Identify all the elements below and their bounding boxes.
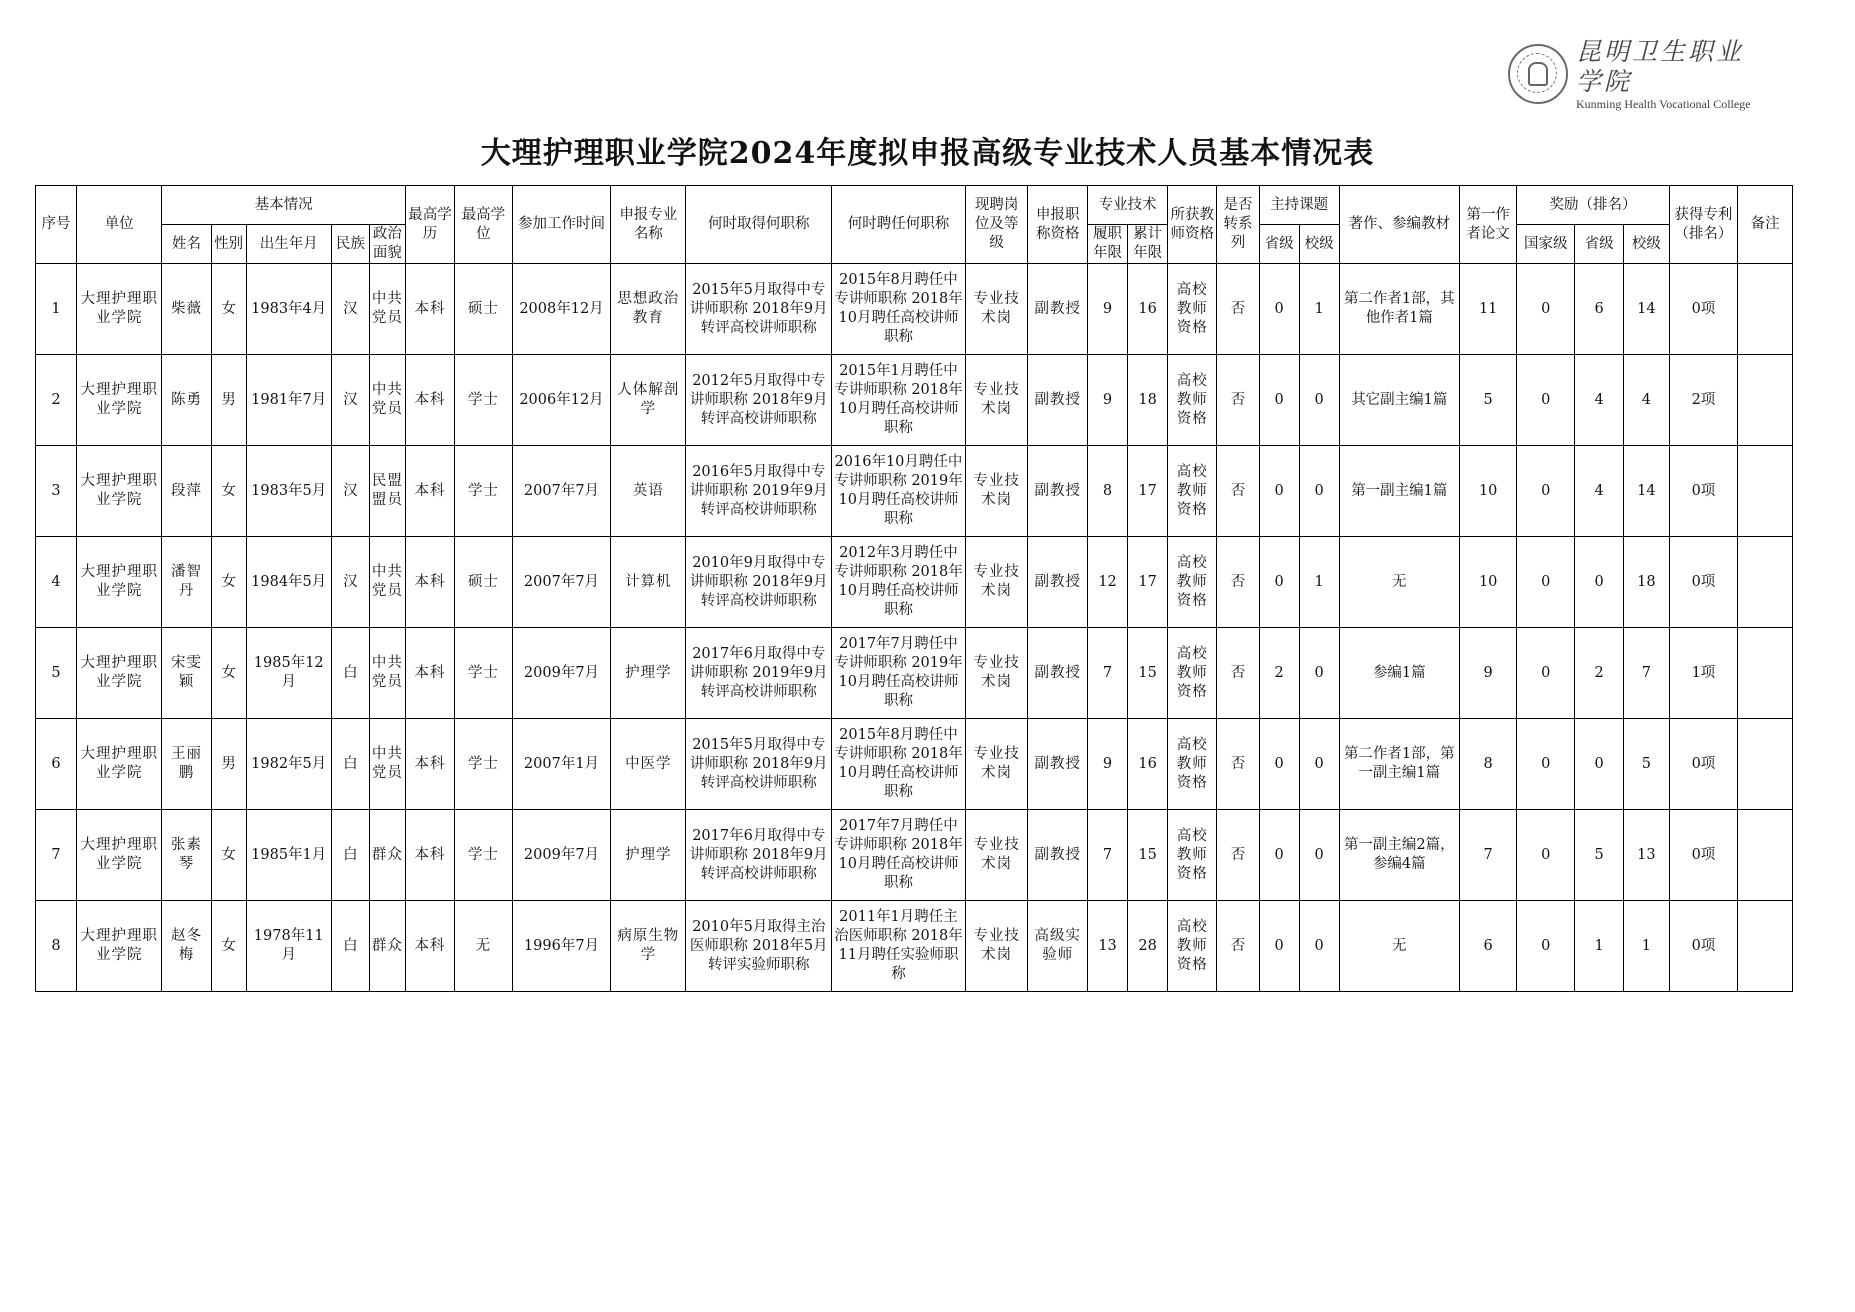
header-books: 著作、参编教材 — [1339, 186, 1459, 264]
cell-education: 本科 — [405, 355, 454, 446]
cell-award-national: 0 — [1517, 355, 1575, 446]
cell-teacher-qual: 高校教师资格 — [1168, 901, 1217, 992]
cell-apply-title: 副教授 — [1028, 628, 1088, 719]
header-apply-title: 申报职称资格 — [1028, 186, 1088, 264]
cell-award-national: 0 — [1517, 719, 1575, 810]
cell-remarks — [1738, 446, 1793, 537]
staff-table — [35, 185, 1793, 992]
cell-remarks — [1738, 264, 1793, 355]
cell-seq: 4 — [36, 537, 77, 628]
cell-name: 陈勇 — [162, 355, 211, 446]
cell-name: 王丽鹏 — [162, 719, 211, 810]
cell-award-prov: 6 — [1574, 264, 1623, 355]
cell-title-obtained: 2010年5月取得主治医师职称 2018年5月转评实验师职称 — [686, 901, 832, 992]
cell-project-prov: 0 — [1259, 264, 1299, 355]
cell-remarks — [1738, 901, 1793, 992]
cell-degree: 学士 — [455, 446, 513, 537]
cell-award-school: 14 — [1624, 264, 1669, 355]
cell-title-hired: 2017年7月聘任中专讲师职称 2018年10月聘任高校讲师职称 — [832, 810, 966, 901]
cell-tenure: 7 — [1088, 628, 1128, 719]
cell-name: 赵冬梅 — [162, 901, 211, 992]
cell-total-years: 17 — [1128, 537, 1168, 628]
cell-work-start: 2007年7月 — [512, 446, 611, 537]
cell-books: 无 — [1339, 537, 1459, 628]
cell-education: 本科 — [405, 901, 454, 992]
header-awards: 奖励（排名） — [1517, 186, 1669, 225]
cell-project-school: 0 — [1299, 446, 1339, 537]
header-tech: 专业技术 — [1088, 186, 1168, 225]
cell-major: 计算机 — [611, 537, 686, 628]
table-row — [36, 264, 1793, 355]
cell-tenure: 9 — [1088, 355, 1128, 446]
cell-title-hired: 2012年3月聘任中专讲师职称 2018年10月聘任高校讲师职称 — [832, 537, 966, 628]
header-name: 姓名 — [162, 225, 211, 264]
header-project-school: 校级 — [1299, 225, 1339, 264]
cell-education: 本科 — [405, 719, 454, 810]
cell-papers: 8 — [1459, 719, 1517, 810]
cell-award-prov: 1 — [1574, 901, 1623, 992]
cell-major: 中医学 — [611, 719, 686, 810]
header-ethnicity: 民族 — [331, 225, 369, 264]
cell-project-school: 0 — [1299, 719, 1339, 810]
header-transfer: 是否转系列 — [1217, 186, 1259, 264]
cell-birth: 1978年11月 — [246, 901, 331, 992]
cell-degree: 硕士 — [455, 537, 513, 628]
cell-work-start: 2009年7月 — [512, 628, 611, 719]
cell-books: 第一副主编1篇 — [1339, 446, 1459, 537]
cell-apply-title: 副教授 — [1028, 446, 1088, 537]
cell-remarks — [1738, 537, 1793, 628]
header-project-prov: 省级 — [1259, 225, 1299, 264]
header-work-start: 参加工作时间 — [512, 186, 611, 264]
header-birth: 出生年月 — [246, 225, 331, 264]
cell-political: 中共党员 — [369, 537, 405, 628]
cell-major: 思想政治教育 — [611, 264, 686, 355]
cell-books: 第二作者1部，其他作者1篇 — [1339, 264, 1459, 355]
cell-books: 无 — [1339, 901, 1459, 992]
cell-title-obtained: 2017年6月取得中专讲师职称 2019年9月转评高校讲师职称 — [686, 628, 832, 719]
cell-transfer: 否 — [1217, 810, 1259, 901]
cell-award-national: 0 — [1517, 264, 1575, 355]
table-row — [36, 537, 1793, 628]
cell-degree: 无 — [455, 901, 513, 992]
cell-major: 病原生物学 — [611, 901, 686, 992]
cell-project-school: 1 — [1299, 264, 1339, 355]
cell-education: 本科 — [405, 264, 454, 355]
cell-political: 群众 — [369, 810, 405, 901]
cell-total-years: 28 — [1128, 901, 1168, 992]
cell-papers: 9 — [1459, 628, 1517, 719]
cell-education: 本科 — [405, 810, 454, 901]
cell-teacher-qual: 高校教师资格 — [1168, 264, 1217, 355]
cell-degree: 硕士 — [455, 264, 513, 355]
cell-work-start: 2007年7月 — [512, 537, 611, 628]
cell-transfer: 否 — [1217, 446, 1259, 537]
cell-name: 宋雯颖 — [162, 628, 211, 719]
cell-patents: 0项 — [1669, 810, 1738, 901]
cell-name: 张素琴 — [162, 810, 211, 901]
header-tenure: 履职年限 — [1088, 225, 1128, 264]
cell-tenure: 7 — [1088, 810, 1128, 901]
cell-award-school: 1 — [1624, 901, 1669, 992]
cell-birth: 1984年5月 — [246, 537, 331, 628]
cell-seq: 7 — [36, 810, 77, 901]
cell-major: 护理学 — [611, 810, 686, 901]
cell-award-school: 14 — [1624, 446, 1669, 537]
cell-apply-title: 副教授 — [1028, 537, 1088, 628]
cell-award-national: 0 — [1517, 446, 1575, 537]
cell-books: 参编1篇 — [1339, 628, 1459, 719]
cell-remarks — [1738, 810, 1793, 901]
cell-birth: 1985年12月 — [246, 628, 331, 719]
cell-award-school: 4 — [1624, 355, 1669, 446]
cell-title-hired: 2017年7月聘任中专讲师职称 2019年10月聘任高校讲师职称 — [832, 628, 966, 719]
cell-title-hired: 2015年8月聘任中专讲师职称 2018年10月聘任高校讲师职称 — [832, 264, 966, 355]
cell-birth: 1981年7月 — [246, 355, 331, 446]
cell-post: 专业技术岗 — [965, 719, 1028, 810]
cell-political: 中共党员 — [369, 628, 405, 719]
cell-award-prov: 0 — [1574, 719, 1623, 810]
cell-gender: 男 — [211, 355, 246, 446]
cell-apply-title: 高级实验师 — [1028, 901, 1088, 992]
cell-tenure: 8 — [1088, 446, 1128, 537]
cell-patents: 0项 — [1669, 719, 1738, 810]
cell-birth: 1985年1月 — [246, 810, 331, 901]
cell-unit: 大理护理职业学院 — [77, 628, 162, 719]
cell-title-obtained: 2010年9月取得中专讲师职称 2018年9月转评高校讲师职称 — [686, 537, 832, 628]
cell-teacher-qual: 高校教师资格 — [1168, 719, 1217, 810]
cell-political: 中共党员 — [369, 719, 405, 810]
cell-project-prov: 0 — [1259, 446, 1299, 537]
cell-apply-title: 副教授 — [1028, 810, 1088, 901]
cell-degree: 学士 — [455, 719, 513, 810]
cell-apply-title: 副教授 — [1028, 264, 1088, 355]
cell-transfer: 否 — [1217, 264, 1259, 355]
cell-award-prov: 5 — [1574, 810, 1623, 901]
cell-unit: 大理护理职业学院 — [77, 810, 162, 901]
header-degree: 最高学位 — [455, 186, 513, 264]
cell-birth: 1983年4月 — [246, 264, 331, 355]
cell-gender: 女 — [211, 264, 246, 355]
cell-unit: 大理护理职业学院 — [77, 264, 162, 355]
cell-award-national: 0 — [1517, 810, 1575, 901]
logo-name-cn: 昆明卫生职业学院 — [1576, 36, 1745, 96]
cell-education: 本科 — [405, 537, 454, 628]
cell-project-school: 0 — [1299, 810, 1339, 901]
cell-seq: 8 — [36, 901, 77, 992]
header-education: 最高学历 — [405, 186, 454, 264]
cell-award-national: 0 — [1517, 901, 1575, 992]
cell-political: 中共党员 — [369, 355, 405, 446]
cell-title-obtained: 2012年5月取得中专讲师职称 2018年9月转评高校讲师职称 — [686, 355, 832, 446]
cell-post: 专业技术岗 — [965, 901, 1028, 992]
cell-tenure: 9 — [1088, 719, 1128, 810]
table-body — [36, 264, 1793, 992]
cell-papers: 5 — [1459, 355, 1517, 446]
cell-unit: 大理护理职业学院 — [77, 355, 162, 446]
header-title-obtained: 何时取得何职称 — [686, 186, 832, 264]
cell-books: 第二作者1部，第一副主编1篇 — [1339, 719, 1459, 810]
cell-seq: 6 — [36, 719, 77, 810]
table-row — [36, 628, 1793, 719]
cell-major: 人体解剖学 — [611, 355, 686, 446]
cell-ethnicity: 白 — [331, 810, 369, 901]
cell-project-school: 0 — [1299, 355, 1339, 446]
cell-apply-title: 副教授 — [1028, 355, 1088, 446]
header-award-school: 校级 — [1624, 225, 1669, 264]
college-seal-icon — [1508, 44, 1568, 104]
cell-award-national: 0 — [1517, 537, 1575, 628]
cell-total-years: 15 — [1128, 628, 1168, 719]
logo-name-en: Kunming Health Vocational College — [1576, 96, 1751, 111]
cell-work-start: 2009年7月 — [512, 810, 611, 901]
cell-gender: 男 — [211, 719, 246, 810]
cell-post: 专业技术岗 — [965, 810, 1028, 901]
cell-papers: 6 — [1459, 901, 1517, 992]
cell-project-school: 1 — [1299, 537, 1339, 628]
cell-post: 专业技术岗 — [965, 628, 1028, 719]
cell-project-prov: 0 — [1259, 901, 1299, 992]
header-gender: 性别 — [211, 225, 246, 264]
cell-award-school: 5 — [1624, 719, 1669, 810]
cell-total-years: 15 — [1128, 810, 1168, 901]
cell-tenure: 13 — [1088, 901, 1128, 992]
cell-ethnicity: 白 — [331, 901, 369, 992]
cell-post: 专业技术岗 — [965, 537, 1028, 628]
cell-title-hired: 2015年1月聘任中专讲师职称 2018年10月聘任高校讲师职称 — [832, 355, 966, 446]
cell-patents: 0项 — [1669, 901, 1738, 992]
cell-ethnicity: 汉 — [331, 537, 369, 628]
cell-political: 中共党员 — [369, 264, 405, 355]
header-award-prov: 省级 — [1574, 225, 1623, 264]
cell-unit: 大理护理职业学院 — [77, 901, 162, 992]
cell-gender: 女 — [211, 446, 246, 537]
cell-project-prov: 0 — [1259, 719, 1299, 810]
cell-seq: 3 — [36, 446, 77, 537]
cell-teacher-qual: 高校教师资格 — [1168, 355, 1217, 446]
cell-project-prov: 0 — [1259, 355, 1299, 446]
cell-birth: 1982年5月 — [246, 719, 331, 810]
cell-remarks — [1738, 355, 1793, 446]
cell-birth: 1983年5月 — [246, 446, 331, 537]
header-patents: 获得专利（排名） — [1669, 186, 1738, 264]
header-papers: 第一作者论文 — [1459, 186, 1517, 264]
cell-project-school: 0 — [1299, 628, 1339, 719]
cell-title-obtained: 2016年5月取得中专讲师职称 2019年9月转评高校讲师职称 — [686, 446, 832, 537]
cell-work-start: 2006年12月 — [512, 355, 611, 446]
table-row — [36, 901, 1793, 992]
cell-name: 段萍 — [162, 446, 211, 537]
cell-unit: 大理护理职业学院 — [77, 719, 162, 810]
table-row — [36, 446, 1793, 537]
cell-total-years: 18 — [1128, 355, 1168, 446]
cell-ethnicity: 白 — [331, 628, 369, 719]
table-row — [36, 810, 1793, 901]
cell-post: 专业技术岗 — [965, 264, 1028, 355]
header-row-1 — [36, 186, 1793, 225]
cell-books: 其它副主编1篇 — [1339, 355, 1459, 446]
cell-education: 本科 — [405, 628, 454, 719]
cell-seq: 1 — [36, 264, 77, 355]
cell-major: 英语 — [611, 446, 686, 537]
cell-award-prov: 0 — [1574, 537, 1623, 628]
cell-work-start: 2007年1月 — [512, 719, 611, 810]
cell-transfer: 否 — [1217, 355, 1259, 446]
cell-remarks — [1738, 719, 1793, 810]
cell-patents: 2项 — [1669, 355, 1738, 446]
cell-transfer: 否 — [1217, 901, 1259, 992]
cell-project-prov: 0 — [1259, 537, 1299, 628]
cell-teacher-qual: 高校教师资格 — [1168, 810, 1217, 901]
cell-project-prov: 2 — [1259, 628, 1299, 719]
cell-political: 民盟盟员 — [369, 446, 405, 537]
cell-seq: 2 — [36, 355, 77, 446]
cell-ethnicity: 汉 — [331, 355, 369, 446]
cell-education: 本科 — [405, 446, 454, 537]
cell-award-school: 7 — [1624, 628, 1669, 719]
cell-name: 潘智丹 — [162, 537, 211, 628]
header-political: 政治面貌 — [369, 225, 405, 264]
header-award-national: 国家级 — [1517, 225, 1575, 264]
cell-title-obtained: 2015年5月取得中专讲师职称 2018年9月转评高校讲师职称 — [686, 719, 832, 810]
cell-papers: 7 — [1459, 810, 1517, 901]
cell-degree: 学士 — [455, 628, 513, 719]
cell-gender: 女 — [211, 901, 246, 992]
header-remarks: 备注 — [1738, 186, 1793, 264]
cell-title-hired: 2015年8月聘任中专讲师职称 2018年10月聘任高校讲师职称 — [832, 719, 966, 810]
cell-papers: 10 — [1459, 537, 1517, 628]
header-teacher-qual: 所获教师资格 — [1168, 186, 1217, 264]
cell-total-years: 16 — [1128, 264, 1168, 355]
cell-gender: 女 — [211, 628, 246, 719]
cell-title-obtained: 2015年5月取得中专讲师职称 2018年9月转评高校讲师职称 — [686, 264, 832, 355]
cell-title-hired: 2016年10月聘任中专讲师职称 2019年10月聘任高校讲师职称 — [832, 446, 966, 537]
cell-award-prov: 2 — [1574, 628, 1623, 719]
cell-gender: 女 — [211, 537, 246, 628]
cell-apply-title: 副教授 — [1028, 719, 1088, 810]
cell-title-hired: 2011年1月聘任主治医师职称 2018年11月聘任实验师职称 — [832, 901, 966, 992]
header-basic: 基本情况 — [162, 186, 405, 225]
cell-teacher-qual: 高校教师资格 — [1168, 537, 1217, 628]
table-row — [36, 719, 1793, 810]
cell-total-years: 16 — [1128, 719, 1168, 810]
cell-award-prov: 4 — [1574, 355, 1623, 446]
cell-transfer: 否 — [1217, 719, 1259, 810]
cell-tenure: 12 — [1088, 537, 1128, 628]
cell-unit: 大理护理职业学院 — [77, 537, 162, 628]
cell-papers: 11 — [1459, 264, 1517, 355]
cell-name: 柴薇 — [162, 264, 211, 355]
cell-books: 第一副主编2篇，参编4篇 — [1339, 810, 1459, 901]
cell-remarks — [1738, 628, 1793, 719]
cell-papers: 10 — [1459, 446, 1517, 537]
cell-transfer: 否 — [1217, 537, 1259, 628]
college-logo — [1508, 36, 1768, 111]
cell-patents: 0项 — [1669, 537, 1738, 628]
header-total-years: 累计年限 — [1128, 225, 1168, 264]
cell-teacher-qual: 高校教师资格 — [1168, 446, 1217, 537]
cell-award-school: 18 — [1624, 537, 1669, 628]
cell-work-start: 2008年12月 — [512, 264, 611, 355]
page-title: 大理护理职业学院2024年度拟申报高级专业技术人员基本情况表 — [480, 136, 1375, 171]
cell-post: 专业技术岗 — [965, 446, 1028, 537]
cell-tenure: 9 — [1088, 264, 1128, 355]
cell-seq: 5 — [36, 628, 77, 719]
cell-teacher-qual: 高校教师资格 — [1168, 628, 1217, 719]
cell-political: 群众 — [369, 901, 405, 992]
cell-ethnicity: 白 — [331, 719, 369, 810]
cell-unit: 大理护理职业学院 — [77, 446, 162, 537]
header-seq: 序号 — [36, 186, 77, 264]
header-title-hired: 何时聘任何职称 — [832, 186, 966, 264]
cell-patents: 0项 — [1669, 446, 1738, 537]
cell-project-prov: 0 — [1259, 810, 1299, 901]
cell-degree: 学士 — [455, 355, 513, 446]
cell-transfer: 否 — [1217, 628, 1259, 719]
cell-post: 专业技术岗 — [965, 355, 1028, 446]
cell-award-prov: 4 — [1574, 446, 1623, 537]
header-post: 现聘岗位及等级 — [965, 186, 1028, 264]
cell-project-school: 0 — [1299, 901, 1339, 992]
cell-total-years: 17 — [1128, 446, 1168, 537]
cell-patents: 0项 — [1669, 264, 1738, 355]
header-unit: 单位 — [77, 186, 162, 264]
cell-degree: 学士 — [455, 810, 513, 901]
cell-patents: 1项 — [1669, 628, 1738, 719]
cell-award-national: 0 — [1517, 628, 1575, 719]
cell-title-obtained: 2017年6月取得中专讲师职称 2018年9月转评高校讲师职称 — [686, 810, 832, 901]
header-projects: 主持课题 — [1259, 186, 1339, 225]
cell-gender: 女 — [211, 810, 246, 901]
table-row — [36, 355, 1793, 446]
cell-work-start: 1996年7月 — [512, 901, 611, 992]
cell-major: 护理学 — [611, 628, 686, 719]
cell-ethnicity: 汉 — [331, 446, 369, 537]
cell-award-school: 13 — [1624, 810, 1669, 901]
header-major: 申报专业名称 — [611, 186, 686, 264]
cell-ethnicity: 汉 — [331, 264, 369, 355]
